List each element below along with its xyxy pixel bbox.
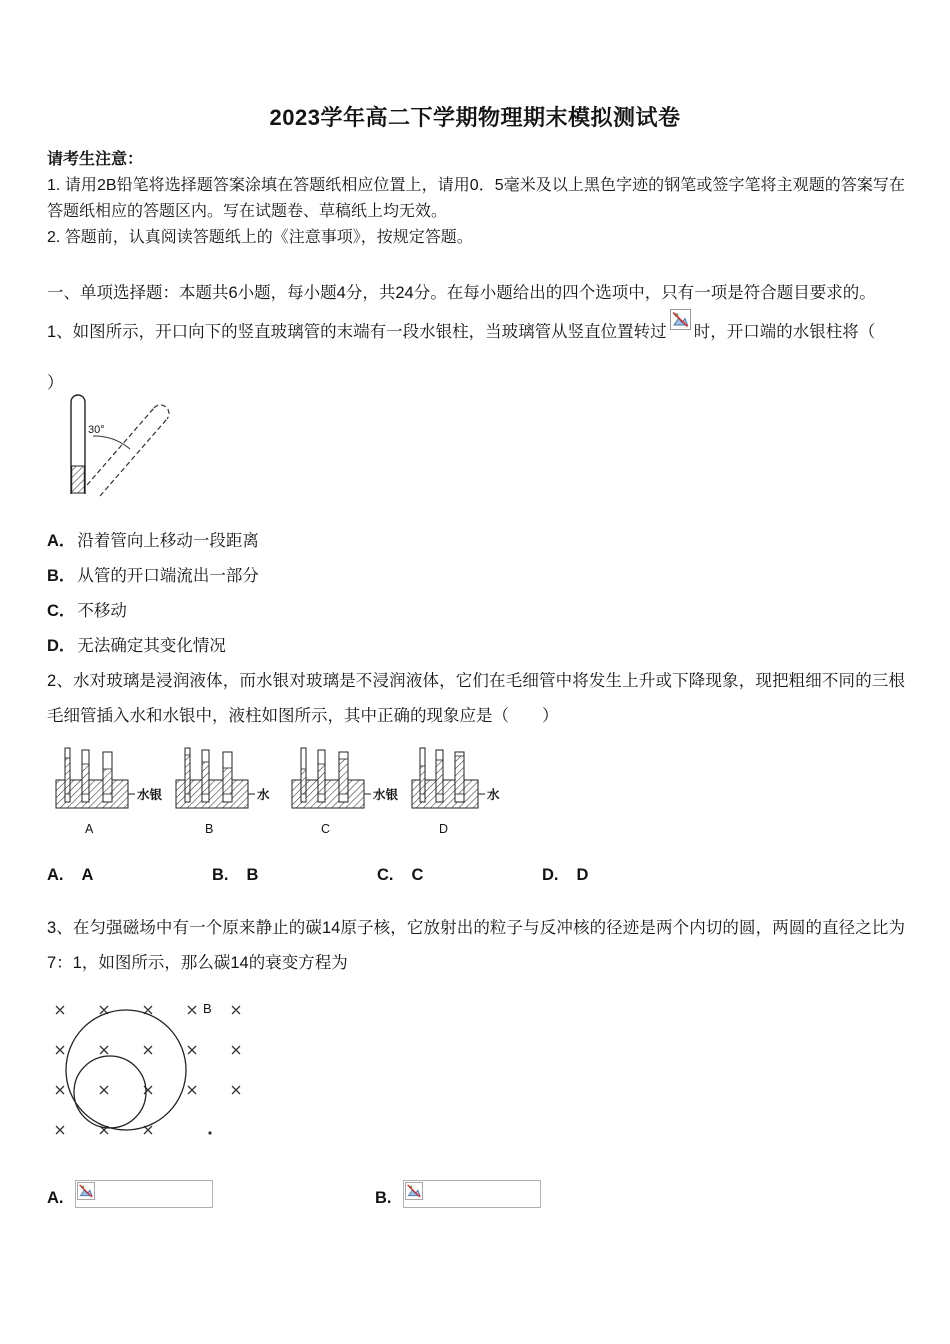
q1-option-b-text: 从管的开口端流出一部分 xyxy=(77,567,259,585)
q2-option-d-label: D. xyxy=(542,866,559,884)
broken-image-glyph xyxy=(670,309,691,330)
beaker-d-liquid-label: 水 xyxy=(487,788,500,802)
field-label-b: B xyxy=(203,1001,212,1016)
q1-option-a-label: A． xyxy=(47,532,76,550)
q1-stem-pre: 1、如图所示，开口向下的竖直玻璃管的末端有一段水银柱，当玻璃管从竖直位置转过 xyxy=(47,323,667,341)
q2-option-c xyxy=(377,866,542,885)
question-2-stem: 2、水对玻璃是浸润液体，而水银对玻璃是不浸润液体，它们在毛细管中将发生上升或下降现象，现把粗细不同的三根毛细管插入水和水银中，液柱如图所示，其中正确的现象应是（ ） xyxy=(47,672,905,725)
q3-option-a-label: A. xyxy=(47,1189,64,1207)
q2-beaker-d xyxy=(411,742,511,837)
q3-figure-svg xyxy=(48,992,262,1144)
q2-option-c-label: C. xyxy=(377,866,394,884)
q1-figure-svg xyxy=(57,386,187,508)
q1-option-d-text: 无法确定其变化情况 xyxy=(77,637,226,655)
small-track-circle xyxy=(74,1056,146,1128)
page-title: 2023学年高二下学期物理期末模拟测试卷 xyxy=(269,105,681,130)
q2-option-d xyxy=(542,866,707,885)
beaker-d-letter: D xyxy=(439,822,449,836)
q2-figure-capillary-diagrams xyxy=(55,742,511,837)
question-1-stem xyxy=(47,309,907,342)
q2-beaker-b xyxy=(175,742,283,837)
beaker-c-letter: C xyxy=(321,822,331,836)
notice-header: 请考生注意： xyxy=(47,151,144,168)
q2-option-b-label: B. xyxy=(212,866,229,884)
q2-options xyxy=(47,866,707,885)
rotated-dashed-tube xyxy=(87,405,169,496)
q2-option-a-label: A. xyxy=(47,866,64,884)
notice-item-1: 1. 请用2B铅笔将选择题答案涂填在答题纸相应位置上，请用0．5毫米及以上黑色字迹的钢笔或签字笔将主观题的答案写在答题纸相应的答题区内。写在试题卷、草稿纸上均无效。 xyxy=(47,177,905,220)
q1-stem-close-paren: ） xyxy=(47,374,64,392)
q2-beaker-c xyxy=(291,742,403,837)
q1-figure-tube-diagram xyxy=(57,386,187,513)
q1-option-c-label: C． xyxy=(47,602,76,620)
q1-option-c xyxy=(47,594,259,629)
q3-option-b-image-placeholder xyxy=(403,1180,541,1208)
beaker-b-liquid-label: 水 xyxy=(257,788,270,802)
q1-option-b-label: B． xyxy=(47,567,76,585)
q1-option-d-label: D． xyxy=(47,637,76,655)
q3-figure-magnetic-field xyxy=(48,992,262,1149)
q1-stem-post: 时，开口端的水银柱将（ xyxy=(693,323,876,341)
q1-option-d xyxy=(47,629,259,664)
q2-beaker-a xyxy=(55,742,167,837)
exam-notice xyxy=(47,147,905,251)
q2-option-c-value: C xyxy=(411,866,424,884)
broken-image-icon xyxy=(77,1182,95,1200)
beaker-b-letter: B xyxy=(205,822,214,836)
q2-option-a-value: A xyxy=(81,866,94,884)
notice-item-2: 2. 答题前，认真阅读答题纸上的《注意事项》，按规定答题。 xyxy=(47,229,473,246)
q2-option-a xyxy=(47,866,212,885)
field-cross-marks xyxy=(56,1006,240,1134)
q3-option-b-label: B. xyxy=(375,1189,392,1207)
q1-option-a xyxy=(47,524,259,559)
q1-angle-label: 30° xyxy=(88,424,105,436)
q2-option-d-value: D xyxy=(576,866,589,884)
q1-option-b xyxy=(47,559,259,594)
broken-image-icon xyxy=(405,1182,423,1200)
q2-option-b-value: B xyxy=(246,866,259,884)
large-track-circle xyxy=(66,1010,186,1130)
q2-option-b xyxy=(212,866,377,885)
beaker-a-letter: A xyxy=(85,822,94,836)
period-dot xyxy=(208,1131,211,1134)
beaker-c-liquid-label: 水银 xyxy=(373,788,399,802)
broken-image-icon xyxy=(670,309,691,330)
section-1-header: 一、单项选择题：本题共6小题，每小题4分，共24分。在每小题给出的四个选项中，只有一项是符合题目要求的。 xyxy=(47,284,876,302)
q1-option-a-text: 沿着管向上移动一段距离 xyxy=(77,532,259,550)
q3-option-a-image-placeholder xyxy=(75,1180,213,1208)
mercury-column xyxy=(72,466,85,493)
q1-option-c-text: 不移动 xyxy=(77,602,127,620)
q1-options xyxy=(47,524,259,664)
question-3-stem: 3、在匀强磁场中有一个原来静止的碳14原子核，它放射出的粒子与反冲核的径迹是两个内切的圆，两圆的直径之比为7：1，如图所示，那么碳14的衰变方程为 xyxy=(47,919,905,972)
q3-option-b xyxy=(375,1180,541,1208)
beaker-a-liquid-label: 水银 xyxy=(137,788,163,802)
q3-option-a xyxy=(47,1180,213,1208)
